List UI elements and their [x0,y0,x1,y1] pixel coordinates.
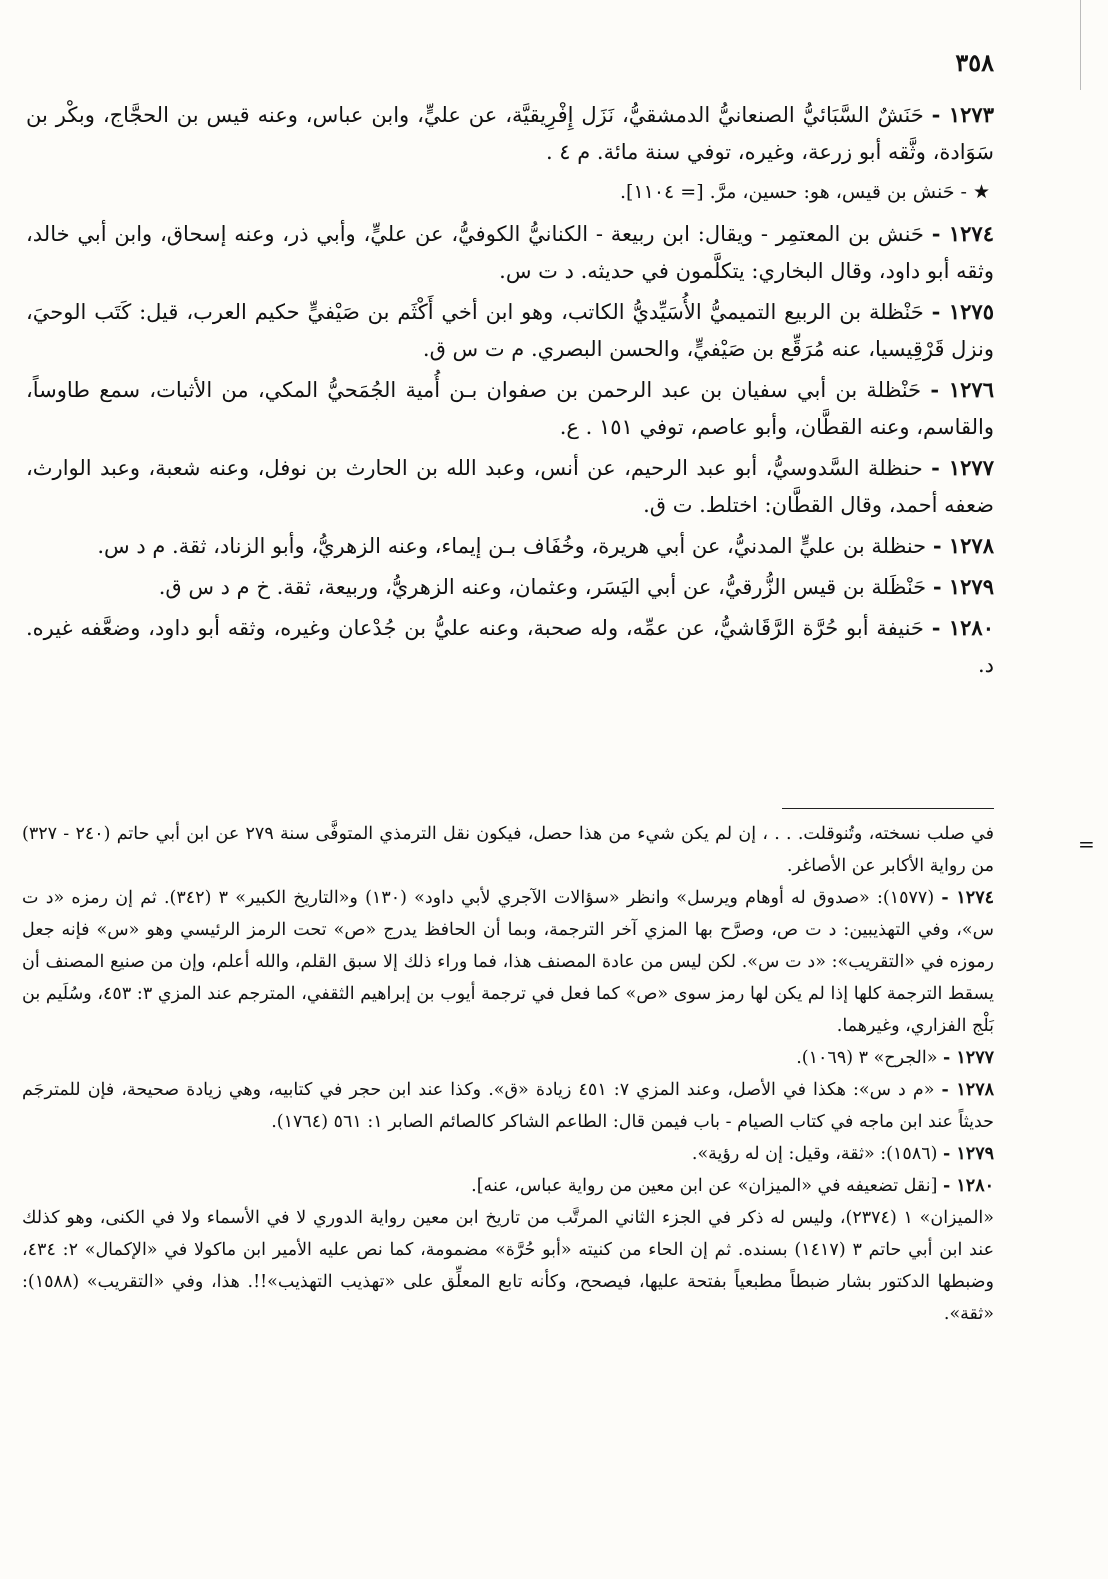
page-number: ٣٥٨ [955,48,994,77]
footnote-number: ١٢٧٤ - [941,888,995,908]
entry-number: ١٢٧٨ - [932,533,994,558]
footnote [22,1042,994,1074]
entry-number: ١٢٧٥ - [931,299,994,324]
entry-1273 [26,96,994,171]
entry-text: حَنْظَلة بن قيس الزُّرقيُّ، عن أبي اليَسَر، وعثمان، وعنه الزهريُّ، وربيعة، ثقة. خ م د س ق. [158,575,927,599]
footnote [22,1170,994,1202]
footnote-text: [نقل تضعيفه في «الميزان» عن ابن معين من رواية عباس، عنه]. [471,1176,938,1196]
footnote-text: (١٥٨٦): «ثقة، وقيل: إن له رؤية». [691,1144,938,1164]
footnote-number: ١٢٧٨ - [941,1080,994,1100]
entry-1279 [26,568,994,606]
footnote [22,1202,994,1330]
footnote-text: «الميزان» ١ (٢٣٧٤)، وليس له ذكر في الجزء الثاني المرتَّب من تاريخ ابن معين رواية الدوري لا في الأسماء ولا في الكنى، وهو كذلك عند ابن أبي حاتم ٣ (١٤١٧) بسنده. ثم إن الحاء من كنيته «أبو حُرَّة» مضمومة، كما نص عليه الأمير ابن ماكولا في «الإكمال» ٢: ٤٣٤، وضبطها الدكتور بشار ضبطاً مطبعياً بفتحة عليها، فيصحح، وكأنه تابع المعلِّق على «تهذيب التهذيب»!!. هذا، وفي «التقريب» (١٥٨٨): «ثقة». [22,1208,995,1324]
entry-text: حَنَشٌ السَّبَائيُّ الصنعانيُّ الدمشقيُّ، نَزَل إِفْرِيقيَّة، عن عليٍّ، وابن عباس، وعنه قيس بن الحجَّاج، وبكْر بن سَوَادة، وثَّقه أبو زرعة، وغيره، توفي سنة مائة. م ٤ . [26,103,994,164]
entry-text: حَنْظلة بن الربيع التميميُّ الأُسَيِّديُّ الكاتب، وهو ابن أخي أَكْثَم بن صَيْفيٍّ حكيم العرب، قيل: كَتَب الوحيَ، ونزل قَرْقِيسيا، عنه مُرَقِّع بن صَيْفيٍّ، والحسن البصري. م ت س ق. [26,300,994,361]
footnotes [22,818,994,1330]
entry-1280 [26,609,994,684]
entry-text: حَنيفة أبو حُرَّة الرَّقَاشيُّ، عن عمِّه، وله صحبة، وعنه عليُّ بن جُدْعان وغيره، وثقه أبو داود، وضعَّفه غيره. د. [26,616,994,677]
cross-reference-entry: ★ - حَنش بن قيس، هو: حسين، مرَّ. [= ١١٠٤]. [619,181,990,203]
entry-number: ١٢٧٩ - [932,574,994,599]
entry-number: ١٢٧٣ - [931,102,994,127]
entry-number: ١٢٧٤ - [931,221,994,246]
entry-text: حَنش بن المعتمِر - ويقال: ابن ربيعة - الكنانيُّ الكوفيُّ، عن عليٍّ، وأبي ذر، وعنه إسحاق، وابن أبي خالد، وثقه أبو داود، وقال البخاري: يتكلَّمون في حديثه. د ت س. [26,222,994,283]
margin-mark: = [1078,832,1095,856]
entry-1274 [26,215,994,290]
footnote-number: ١٢٧٧ - [943,1048,994,1068]
entry-number: ١٢٨٠ - [931,615,994,640]
footnote-number: ١٢٨٠ - [943,1176,994,1196]
biography-entries [26,96,994,687]
footnote-text: «الجرح» ٣ (١٠٦٩). [796,1048,938,1068]
footnote-number: ١٢٧٩ - [943,1144,994,1164]
entry-1278 [26,527,994,565]
entry-text: حنظلة بن عليٍّ المدنيُّ، عن أبي هريرة، وخُفَاف بـن إيماء، وعنه الزهريُّ، وأبو الزناد، ثقة. م د س. [97,534,927,558]
footnote [22,1074,994,1138]
footnote-divider [782,808,994,809]
footnote [22,1138,994,1170]
entry-number: ١٢٧٦ - [930,377,994,402]
entry-1275 [26,293,994,368]
entry-number: ١٢٧٧ - [931,455,994,480]
footnote-text: (١٥٧٧): «صدوق له أوهام ويرسل» وانظر «سؤالات الآجري لأبي داود» (١٣٠) و«التاريخ الكبير» ٣ (٣٤٢). ثم إن رمزه «د ت س»، وفي التهذيبين: د ت ص، وصرَّح بها المزي آخر الترجمة، وبما أن الحافظ يدرج «ص» تحت الرمز الرئيسي وهو «س» فإنه جعل رموزه في «التقريب»: «د ت س». لكن ليس من عادة المصنف هذا، فما وراء ذلك إلا سبق القلم، والله أعلم، وإن من صنيع المصنف أن يسقط الترجمة كلها إذا لم يكن لها رمز سوى «ص» كما فعل في ترجمة أيوب بن إبراهيم الثقفي، المترجم عند المزي ٣: ٤٥٣، وسُلَيم بن بَلْج الفزاري، وغيرهما. [22,888,994,1036]
footnote-text: «م د س»: هكذا في الأصل، وعند المزي ٧: ٤٥١ زيادة «ق». وكذا عند ابن حجر في كتابيه، وهي زيادة صحيحة، فإن للمترجَم حديثاً عند ابن ماجه في كتاب الصيام - باب فيمن قال: الطاعم الشاكر كالصائم الصابر ١: ٥٦١ (١٧٦٤). [22,1080,994,1132]
footnote [22,882,994,1042]
scan-mark [1080,0,1081,90]
entry-text: حنظلة السَّدوسيُّ، أبو عبد الرحيم، عن أنس، وعبد الله بن الحارث بن نوفل، وعنه شعبة، وعبد الوارث، ضعفه أحمد، وقال القطَّان: اختلط. ت ق. [26,456,994,517]
entry-1277 [26,449,994,524]
entry-1276 [26,371,994,446]
footnote [22,818,994,882]
footnote-text: في صلب نسخته، وتُنوقلت. . . ، إن لم يكن شيء من هذا حصل، فيكون نقل الترمذي المتوفَّى سنة ٢٧٩ عن ابن أبي حاتم (٢٤٠ - ٣٢٧) من رواية الأكابر عن الأصاغر. [22,824,995,876]
entry-text: حَنْظلة بن أبي سفيان بن عبد الرحمن بن صفوان بـن أُمية الجُمَحيُّ المكي، من الأثبات، سمع طاوساً، والقاسم، وعنه القطَّان، وأبو عاصم، توفي ١٥١ . ع. [26,378,994,439]
